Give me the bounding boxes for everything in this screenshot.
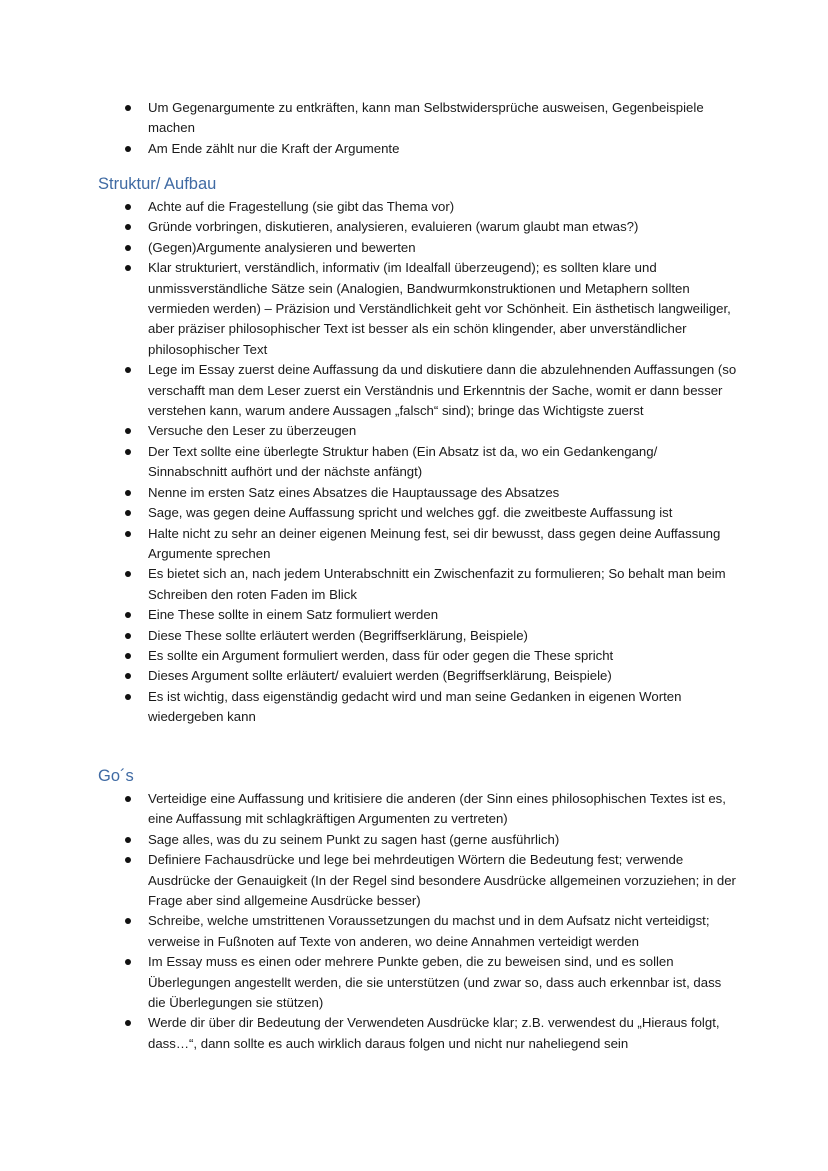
section-heading-gos: Go´s (98, 767, 134, 785)
list-item: Es ist wichtig, dass eigenständig gedacht wird und man seine Gedanken in eigenen Worten wiedergeben kann (98, 687, 738, 728)
list-item: Am Ende zählt nur die Kraft der Argumente (98, 139, 738, 159)
list-item: Dieses Argument sollte erläutert/ evaluiert werden (Begriffserklärung, Beispiele) (98, 666, 738, 686)
intro-list (98, 98, 738, 159)
list-item: Sage alles, was du zu seinem Punkt zu sagen hast (gerne ausführlich) (98, 830, 738, 850)
list-item: Halte nicht zu sehr an deiner eigenen Meinung fest, sei dir bewusst, dass gegen deine Auffassung Argumente sprechen (98, 524, 738, 565)
section-heading-struktur: Struktur/ Aufbau (98, 175, 217, 193)
list-item: Definiere Fachausdrücke und lege bei mehrdeutigen Wörtern die Bedeutung fest; verwende Ausdrücke der Genauigkeit (In der Regel sind besondere Ausdrücke allgemeinen vorzuziehen; in der Frage aber sind allgemeine Ausdrücke besser) (98, 850, 738, 911)
list-item: Gründe vorbringen, diskutieren, analysieren, evaluieren (warum glaubt man etwas?) (98, 217, 738, 237)
list-item: Diese These sollte erläutert werden (Begriffserklärung, Beispiele) (98, 626, 738, 646)
struktur-list (98, 197, 738, 728)
list-item: Um Gegenargumente zu entkräften, kann man Selbstwidersprüche ausweisen, Gegenbeispiele machen (98, 98, 738, 139)
list-item: (Gegen)Argumente analysieren und bewerten (98, 238, 738, 258)
list-item: Lege im Essay zuerst deine Auffassung da und diskutiere dann die abzulehnenden Auffassungen (so verschafft man dem Leser zuerst ein Verständnis und Erkenntnis der Sache, womit er dann besser verstehen kann, warum andere Aussagen „falsch“ sind); bringe das Wichtigste zuerst (98, 360, 738, 421)
list-item: Nenne im ersten Satz eines Absatzes die Hauptaussage des Absatzes (98, 483, 738, 503)
list-item: Der Text sollte eine überlegte Struktur haben (Ein Absatz ist da, wo ein Gedankengang/ Sinnabschnitt aufhört und der nächste anfängt) (98, 442, 738, 483)
list-item: Sage, was gegen deine Auffassung spricht und welches ggf. die zweitbeste Auffassung ist (98, 503, 738, 523)
list-item: Achte auf die Fragestellung (sie gibt das Thema vor) (98, 197, 738, 217)
list-item: Es sollte ein Argument formuliert werden, dass für oder gegen die These spricht (98, 646, 738, 666)
list-item: Im Essay muss es einen oder mehrere Punkte geben, die zu beweisen sind, und es sollen Überlegungen angestellt werden, die sie unterstützen (und zwar so, dass auch erkennbar ist, dass die Überlegungen sie stützen) (98, 952, 738, 1013)
list-item: Es bietet sich an, nach jedem Unterabschnitt ein Zwischenfazit zu formulieren; So behalt man beim Schreiben den roten Faden im Blick (98, 564, 738, 605)
gos-list (98, 789, 738, 1054)
list-item: Werde dir über dir Bedeutung der Verwendeten Ausdrücke klar; z.B. verwendest du „Hieraus folgt, dass…“, dann sollte es auch wirklich daraus folgen und nicht nur naheliegend sein (98, 1013, 738, 1054)
list-item: Klar strukturiert, verständlich, informativ (im Idealfall überzeugend); es sollten klare und unmissverständliche Sätze sein (Analogien, Bandwurmkonstruktionen und Metaphern sollten vermieden werden) – Präzision und Verständlichkeit geht vor Schönheit. Ein ästhetisch langweiliger, aber präziser philosophischer Text ist besser als ein schön klingender, aber unverständlicher philosophischer Text (98, 258, 738, 360)
list-item: Verteidige eine Auffassung und kritisiere die anderen (der Sinn eines philosophischen Textes ist es, eine Auffassung mit schlagkräftigen Argumenten zu vertreten) (98, 789, 738, 830)
list-item: Eine These sollte in einem Satz formuliert werden (98, 605, 738, 625)
list-item: Schreibe, welche umstrittenen Voraussetzungen du machst und in dem Aufsatz nicht verteidigst; verweise in Fußnoten auf Texte von anderen, wo deine Annahmen verteidigt werden (98, 911, 738, 952)
list-item: Versuche den Leser zu überzeugen (98, 421, 738, 441)
